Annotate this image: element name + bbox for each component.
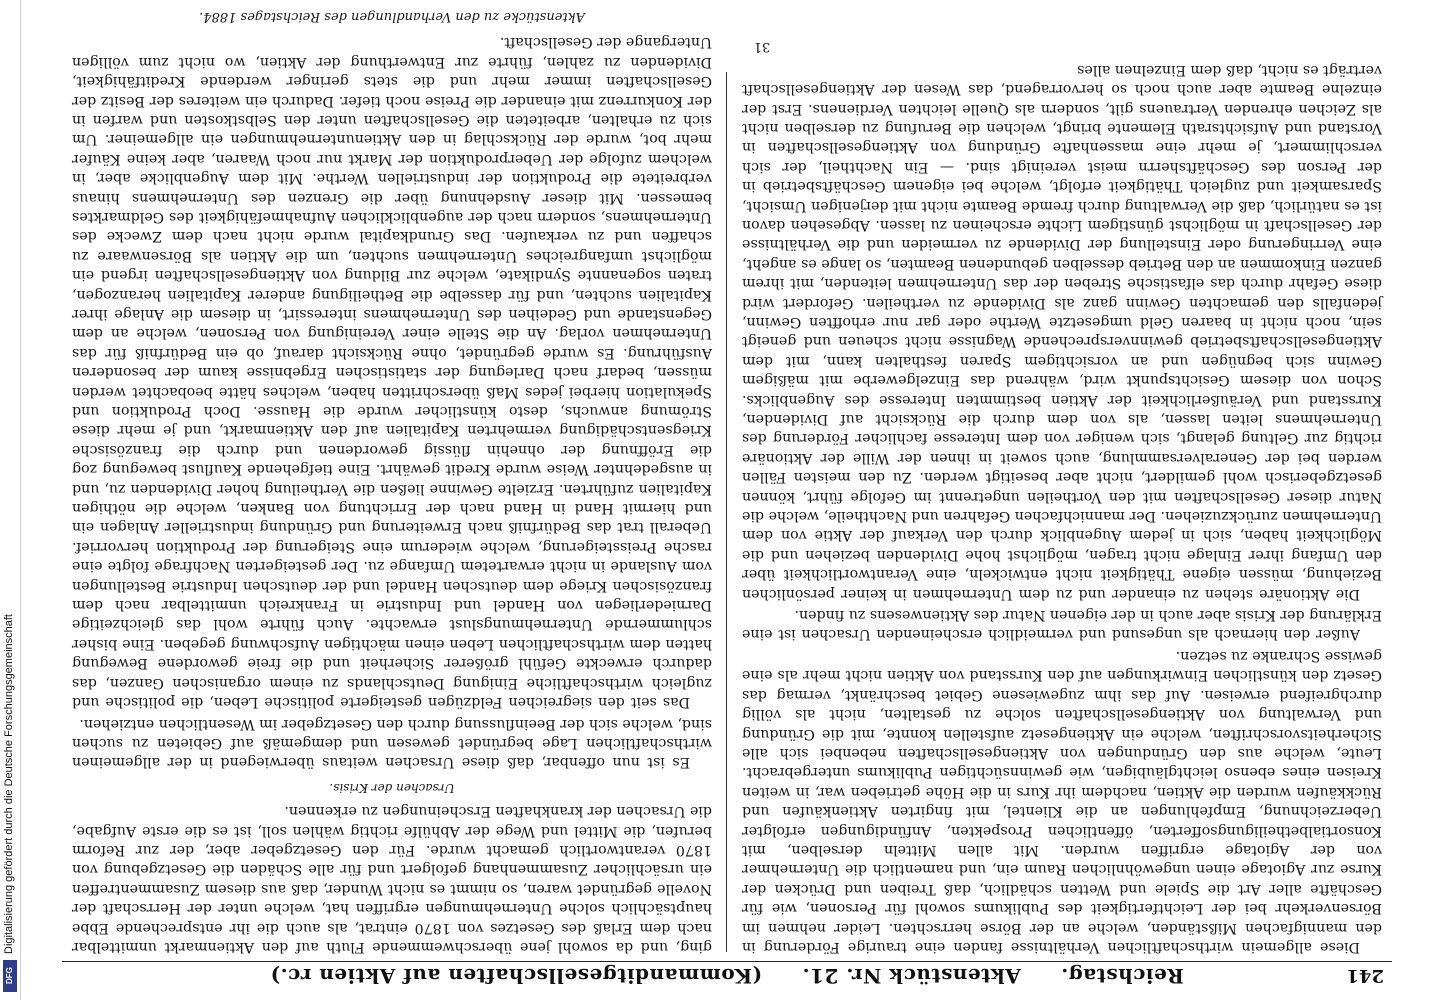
right-paragraph: Es ist nun offenbar, daß diese Ursachen weitaus überwiegend in der allgemeinen wirthschaftlichen Lage begründet gewesen und demgemäß auf Gebieten zu suchen sind, welche sich der Beeinflussung durch den Gesetzgeber im Wesentlichen entziehen. <box>72 715 712 771</box>
page-number: 241 <box>1346 965 1384 986</box>
title-right: (Kommanditgesellschaften auf Aktien rc.) <box>270 964 763 988</box>
sheet-number: 31 <box>753 39 771 54</box>
page-title <box>62 964 1392 988</box>
document-page <box>22 0 1432 1000</box>
page-header <box>62 961 1392 992</box>
digitization-strip <box>0 0 21 1000</box>
left-paragraph: Außer den hiernach als ungesund und vermeidlich erscheinenden Ursachen ist eine Erklärung der Krisis aber auch in der eigenen Natur des Aktienwesens zu finden. <box>742 607 1382 643</box>
publication-note: Aktenstücke zu den Verhandlungen des Reichstages 1884. <box>199 8 585 24</box>
left-paragraph: Die Aktionäre stehen zu einander und zu dem Unternehmen in keiner persönlichen Beziehung, müssen eigene Thätigkeit nicht entwickeln, eine Verantwortlichkeit über den Umfang ihrer Einlage nicht tragen, möglichst hohe Dividenden beziehen und die Möglichkeit haben, sich in jedem Augenblick durch den Verkauf der Aktie von dem Unternehmen zurückzuziehen. Der mannichfachen Gefahren und Nachtheile, welche die Natur dieser Gesellschaften mit den Vortheilen ungetrennt im Gefolge führt, können gesetzgeberisch wohl gemildert, nicht aber beseitigt werden. Zu den meisten Fällen werden bei der Generalversammlung, auch soweit in ihnen der Wille der Aktionäre richtig zur Geltung gelangt, sich weniger von dem Interesse fachlicher Förderung des Unternehmens leiten lassen, als von dem durch die Rücksicht auf Dividenden, Kursstand und Veräußerlichkeit der Aktien bestimmten Interesse des Augenblicks. Schon von diesem Gesichtspunkt wird, während das Einzelgewerbe mit mäßigem Gewinn sich begnügen und an vorsichtigem Sparen festhalten kann, mit dem Aktiengesellschaftsbetrieb gewinnversprechende Wagnisse nicht scheuen und geneigt sein, noch nicht in baaren Geld umgesetzte Werthe oder gar nur erhofften Gewinn, jedenfalls den gemachten Gewinn ganz als Dividende zu vertheilen. Gefordert wird diese Gefahr durch das elfastische Streben der das Unternehmen leitenden, mit ihrem ganzen Einkommen an den Betrieb desselben gebundenen Beamten, so lange es angeht, eine Verringerung oder Einstellung der Dividende zu vermeiden und die Verhältnisse der Gesellschaft in möglichst günstigem Lichte erscheinen zu lassen. Abgesehen davon ist es natürlich, daß die Verwaltung durch fremde Beamte nicht mit derjenigen Umsicht, Sparsamkeit und zugleich Thätigkeit erfolgt, welche bei eigenem Geschäftsbetrieb in der Person des Geschäftsherrn meist vereinigt sind. — Ein Nachtheil, der sich verschlimmert, je mehr eine massenhafte Gründung von Aktiengesellschaften in Vorstand und Aufsichtsrath Elemente bringt, welchen die Berufung zu derselben nicht als Zeichen ehrenden Vertrauens gilt, sondern als Quelle leichten Verdienens. Erst der einzelne Beamte aber auch noch so hervorragend, das Wesen der Aktiengesellschaft verträgt es nicht, daß dem Einzelnen alles <box>742 61 1382 602</box>
right-paragraph: ging, und da sowohl jene überschwemmende Fluth auf den Aktienmarkt unmittelbar nach dem Erlaß des Gesetzes von 1870 eintrat, als auch die ihr entsprechende Ebbe hauptsächlich solche Unternehmungen ergriffen hat, welche unter der Herrschaft der Novelle gegründet waren, so nimmt es nicht Wunder, daß aus diesem Zusammentreffen ein ursächlicher Zusammenhang gefolgert und für alle Schäden die Gesetzgebung von 1870 verantwortlich gemacht wurde. Für den Gesetzgeber aber, der zur Reform berufen, die Mittel und Wege der Abhülfe richtig wählen soll, ist es die erste Aufgabe, die Ursachen der krankhaften Erscheinungen zu erkennen. <box>72 803 712 955</box>
left-paragraph: Diese allgemein wirthschaftlichen Verhältnisse fanden eine traurige Förderung in den mannigfachen Mißständen, welche an der Börse herrschten. Leider nehmen im Börsenverkehr bei der Leichtfertigkeit des Publikums sowohl für Personen, wie für Geschäfte aller Art die Spiele und Wetten schädlich, daß Treiben und Drücken der Kurse zur Agiotage einen ungewöhnlichen Raum ein, und namentlich die Unternehmer von der Agiotage ergriffen wurden. Mit allen Mitteln derselben, mit Konsortialbetheiligungsofferten, öffentlichen Prospekten, Anfündigungen erfolgter Ueberzeichnung, Empfehlungen an die Klientel, mit fingirten Aktienkäufen und Rückkäufen wurden die Aktien, nachdem ihr Kurs in die Höhe getrieben war, in weiten Kreisen eines ebenso leichtgläubigen, wie gewinnsüchtigen Publikums untergebracht. Leute, welche aus den Gründungen von Aktiengesellschaften nebenbei sich alle Sicherheitsvorschriften, welche ein Aktiengesetz aufstellen konnte, mit die Gründung und Verwaltung von Aktiengesellschaften solche zu gestalten, nicht als völlig durchgreifend erweisen. Auf das ihm zugewiesene Gebiet beschränkt, vermag das Gesetz den künstlichen Einwirkungen auf den Kursstand von Aktien nicht mehr als eine gewisse Schranke zu setzen. <box>742 647 1382 955</box>
column-divider <box>726 72 727 952</box>
section-subhead: Ursachen der Krisis. <box>329 780 455 795</box>
left-column <box>742 61 1382 956</box>
digitization-credit: Digitalisierung gefördert durch die Deutsche Forschungsgemeinschaft <box>3 614 15 954</box>
title-center: Aktenstück Nr. 21. <box>802 964 1021 988</box>
title-left: Reichstag. <box>1060 964 1184 988</box>
right-column <box>72 8 712 956</box>
right-paragraph: Das seit den siegreichen Feldzügen gesteigerte politische Leben, die politische und zugleich wirthschaftliche Einigung Deutschlands zu einem organischen Ganzen, das dadurch erweckte Gefühl größerer Sicherheit und die freie gewordene Bewegung hatten dem wirthschaftlichen Leben einen mächtigen Aufschwung gegeben. Eine bisher schlummernde Unternehmungslust erwachte. Auch führte wohl das gleichzeitige Darniederliegen von Handel und Industrie in Frankreich unmittelbar nach dem französischen Kriege dem deutschen Handel und der deutschen Industrie Bestellungen vom Auslande in nicht erwartetem Umfange zu. Der gesteigerten Nachfrage folgte eine rasche Preissteigerung, welche wiederum eine Steigerung der Produktion hervorrief. Ueberall trat das Bedürfniß nach Erweiterung und Gründung industrieller Anlagen ein und hiermit Hand in Hand nach der Errichtung von Banken, welche die nöthigen Kapitalien zuführten. Erzielte Gewinne ließen die Vertheilung hoher Dividenden zu, und in ausgedehnter Weise wurde Kredit gewährt. Eine tiefgehende Kauflust bewegung zog die Eröffnung der ohnehin flüssig gewordenen und durch die französische Kriegsentschädigung vermehrten Kapitalien auf den Aktienmarkt, und je mehr diese Strömung anwuchs, desto künstlicher wurde die Hausse. Doch Produktion und Spekulation hierbei jedes Maß überschritten haben, welches hätte beobachtet werden müssen, bedarf nach Darlegung der statistischen Ergebnisse kaum der besonderen Ausführung. Es wurde gegründet, ohne Rücksicht darauf, ob ein Bedürfniß für das Unternehmen vorlag. An die Stelle einer Vereinigung von Personen, welche an dem Gegenstande und Gedeihen des Unternehmens interessirt, in diesem die Anlage ihrer Kapitalien suchten, und für dasselbe die Betheiligung anderer Kapitalien heranzogen, traten sogenannte Syndikate, welche zur Bildung von Aktiengesellschaften irgend ein möglichst umfangreiches Unternehmen suchten, um die Aktien als Börsenwaare zu schaffen und zu verkaufen. Das Grundkapital wurde nicht nach dem Zwecke des Unternehmens, sondern nach der augenblicklichen Aufnahmefähigkeit des Geldmarktes bemessen. Mit dieser Ausdehnung über die Grenzen des Unternehmens hinaus verbreitete die Produktion der industriellen Werthe. Mit dem Augenblicke aber, in welchem zufolge der Ueberproduktion der Markt nur noch Waaren, aber keine Käufer mehr bot, wurde der Rückschlag in den Aktienunternehmungen ein allgemeiner. Um sich zu erhalten, arbeiteten die Gesellschaften unter den Selbstkosten und warfen in der Konkurrenz mit einander die Preise noch tiefer. Dadurch ein weiteres der Besitz der Gesellschaften immer mehr und die stets geringer werdende Kreditfähigkeit, Dividenden zu zahlen, führte zur Entwerthung der Aktien, wo nicht zum völligen Untergange der Gesellschaft. <box>72 34 712 711</box>
dfg-logo-icon: DFG <box>3 960 17 992</box>
